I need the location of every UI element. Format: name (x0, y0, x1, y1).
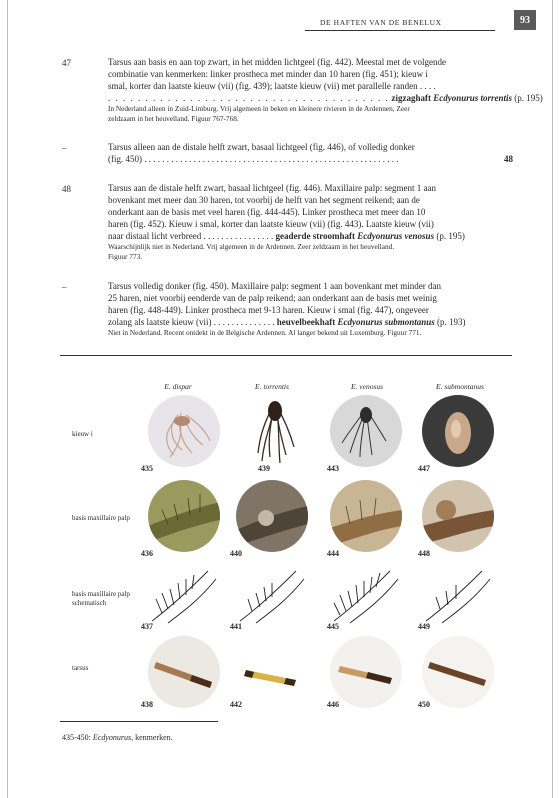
note-line: Niet in Nederland. Recent ontdekt in de Belgische Ardennen. Al langer bekend uit Luxemburg. Figuur 771. (108, 328, 422, 337)
tarsus-photo-torrentis (244, 660, 300, 690)
gill-photo-dispar (148, 395, 220, 467)
note-line: Figuur 773. (108, 252, 143, 261)
column-head-torrentis: E. torrentis (255, 382, 289, 391)
latin-name: Ecdyonurus submontanus (337, 317, 435, 327)
couplet-dash-47: – (62, 143, 67, 153)
text-line: haren (fig. 448-449). Linker prostheca met 9-13 haren. Kieuw i smal (fig. 447), ongeveer (108, 305, 429, 315)
fig-number: 437 (141, 622, 153, 631)
tarsus-photo-venosus (330, 636, 402, 708)
fig-number: 449 (418, 622, 430, 631)
latin-name: Ecdyonurus venosus (357, 231, 435, 241)
figure-caption (62, 733, 173, 742)
couplet-48b-text (108, 280, 513, 338)
couplet-dash-48: – (62, 282, 67, 292)
palp-photo-venosus (330, 480, 402, 552)
fig-number: 444 (327, 549, 339, 558)
row-label-kieuw: kieuw i (72, 430, 93, 438)
section-rule (60, 355, 512, 356)
caption-rule (60, 721, 218, 722)
row-label-line: schematisch (72, 599, 107, 607)
page-edge-left (7, 0, 8, 798)
row-label-line: basis maxillaire palp (72, 590, 130, 598)
species-line (108, 230, 513, 242)
note-line: Waarschijnlijk niet in Nederland. Vrij algemeen in de Ardennen. Zeer zeldzaam in het heuvelland. (108, 242, 395, 251)
leader-dots: . . . . . . . . . . . . . . . . . . . . . . . . . . . . . . . . . . . . . . (108, 93, 390, 103)
common-name: geaderde stroomhaft (275, 231, 356, 241)
fig-number: 448 (418, 549, 430, 558)
fig-number: 435 (141, 464, 153, 473)
text-line: Tarsus aan de distale helft zwart, basaal lichtgeel (fig. 446). Maxillaire palp: segment 1 aan (108, 183, 436, 193)
page-edge-right (552, 0, 553, 798)
fig-number: 443 (327, 464, 339, 473)
caption-range: 435-450: (62, 733, 91, 742)
common-name: heuvelbeekhaft (276, 317, 336, 327)
fig-number: 440 (230, 549, 242, 558)
tarsus-photo-dispar (148, 636, 220, 708)
fig-number: 439 (258, 464, 270, 473)
text-line (108, 153, 513, 165)
column-head-venosus: E. venosus (350, 382, 384, 391)
gill-photo-venosus (330, 395, 402, 467)
latin-name: Ecdyonurus torrentis (433, 93, 513, 103)
palp-photo-dispar (148, 480, 220, 552)
row-label-palp: basis maxillaire palp (72, 514, 130, 522)
palp-photo-submontanus (422, 480, 494, 552)
tarsus-photo-submontanus (422, 636, 494, 708)
page-ref: (p. 195) (514, 93, 543, 103)
palp-schematic-venosus (330, 565, 402, 625)
palp-photo-torrentis (236, 480, 308, 552)
palp-schematic-submontanus (422, 565, 494, 625)
text-line: combinatie van kenmerken: linker prostheca met minder dan 10 haren (fig. 451); kieuw i (108, 69, 428, 79)
gill-photo-torrentis (250, 395, 300, 467)
running-head-rule (305, 30, 495, 31)
column-head-submontanus: E. submontanus (436, 382, 484, 391)
text-line: Tarsus aan basis en aan top zwart, in het midden lichtgeel (fig. 442). Meestal met de volgende (108, 57, 447, 67)
species-line (108, 92, 543, 104)
column-head-dispar: E. dispar (164, 382, 192, 391)
common-name: zigzaghaft (391, 93, 431, 103)
palp-schematic-torrentis (236, 565, 308, 625)
page-number: 93 (514, 10, 536, 30)
caption-rest: , kenmerken. (131, 733, 173, 742)
row-label-tarsus: tarsus (72, 664, 89, 672)
text-line: bovenkant met meer dan 30 haren, tot voorbij de helft van het segment reikend; aan de (108, 195, 420, 205)
fig-number: 445 (327, 622, 339, 631)
caption-genus: Ecdyonurus (92, 733, 132, 742)
text-line: smal, korter dan laatste kieuw (vii) (fig. 439); laatste kieuw (vii) met parallelle randen . . . . (108, 81, 436, 91)
fig-number: 450 (418, 700, 430, 709)
couplet-48-text (108, 182, 513, 262)
lead-text: naar distaal licht verbreed . . . . . . . . . . . . . . . . (108, 231, 274, 241)
text-line: onderkant aan de basis met veel haren (fig. 444-445). Linker prostheca met meer dan 10 (108, 207, 426, 217)
couplet-number-48: 48 (62, 184, 71, 194)
row-label-palp-schematic (72, 590, 142, 608)
text-line: Tarsus alleen aan de distale helft zwart, basaal lichtgeel (fig. 446), of volledig donker (108, 142, 415, 152)
text-line: 25 haren, niet voorbij eenderde van de palp reikend; aan onderkant aan de basis met weinig (108, 293, 437, 303)
fig-number: 438 (141, 700, 153, 709)
gill-photo-submontanus (422, 395, 494, 467)
fig-number: 446 (327, 700, 339, 709)
goto-48: 48 (504, 154, 513, 164)
fig-number: 442 (230, 700, 242, 709)
running-head: DE HAFTEN VAN DE BENELUX (320, 18, 442, 27)
couplet-47b-text (108, 141, 513, 165)
page-ref: (p. 193) (437, 317, 466, 327)
note-line: zeldzaam in het heuvelland. Figuur 767-768. (108, 114, 239, 123)
couplet-47-text (108, 56, 543, 124)
text-line: Tarsus volledig donker (fig. 450). Maxillaire palp: segment 1 aan bovenkant met minder dan (108, 281, 442, 291)
species-line (108, 316, 513, 328)
fig-number: 441 (230, 622, 242, 631)
page-ref: (p. 195) (436, 231, 465, 241)
text-line-body: (fig. 450) . . . . . . . . . . . . . . . . . . . . . . . . . . . . . . . . . . . . . . . . . . . . . . . . . . . . . . . . . (108, 154, 399, 164)
fig-number: 436 (141, 549, 153, 558)
note-line: In Nederland alleen in Zuid-Limburg. Vrij algemeen in beken en kleinere rivieren in de Ardennen, Zeer (108, 104, 410, 113)
fig-number: 447 (418, 464, 430, 473)
text-line: haren (fig. 452). Kieuw i smal, korter dan laatste kieuw (vii) (fig. 443). Laatste kieuw (vii) (108, 219, 434, 229)
lead-text: zolang als laatste kieuw (vii) . . . . . . . . . . . . . . (108, 317, 275, 327)
couplet-number-47: 47 (62, 58, 71, 68)
palp-schematic-dispar (148, 565, 220, 625)
